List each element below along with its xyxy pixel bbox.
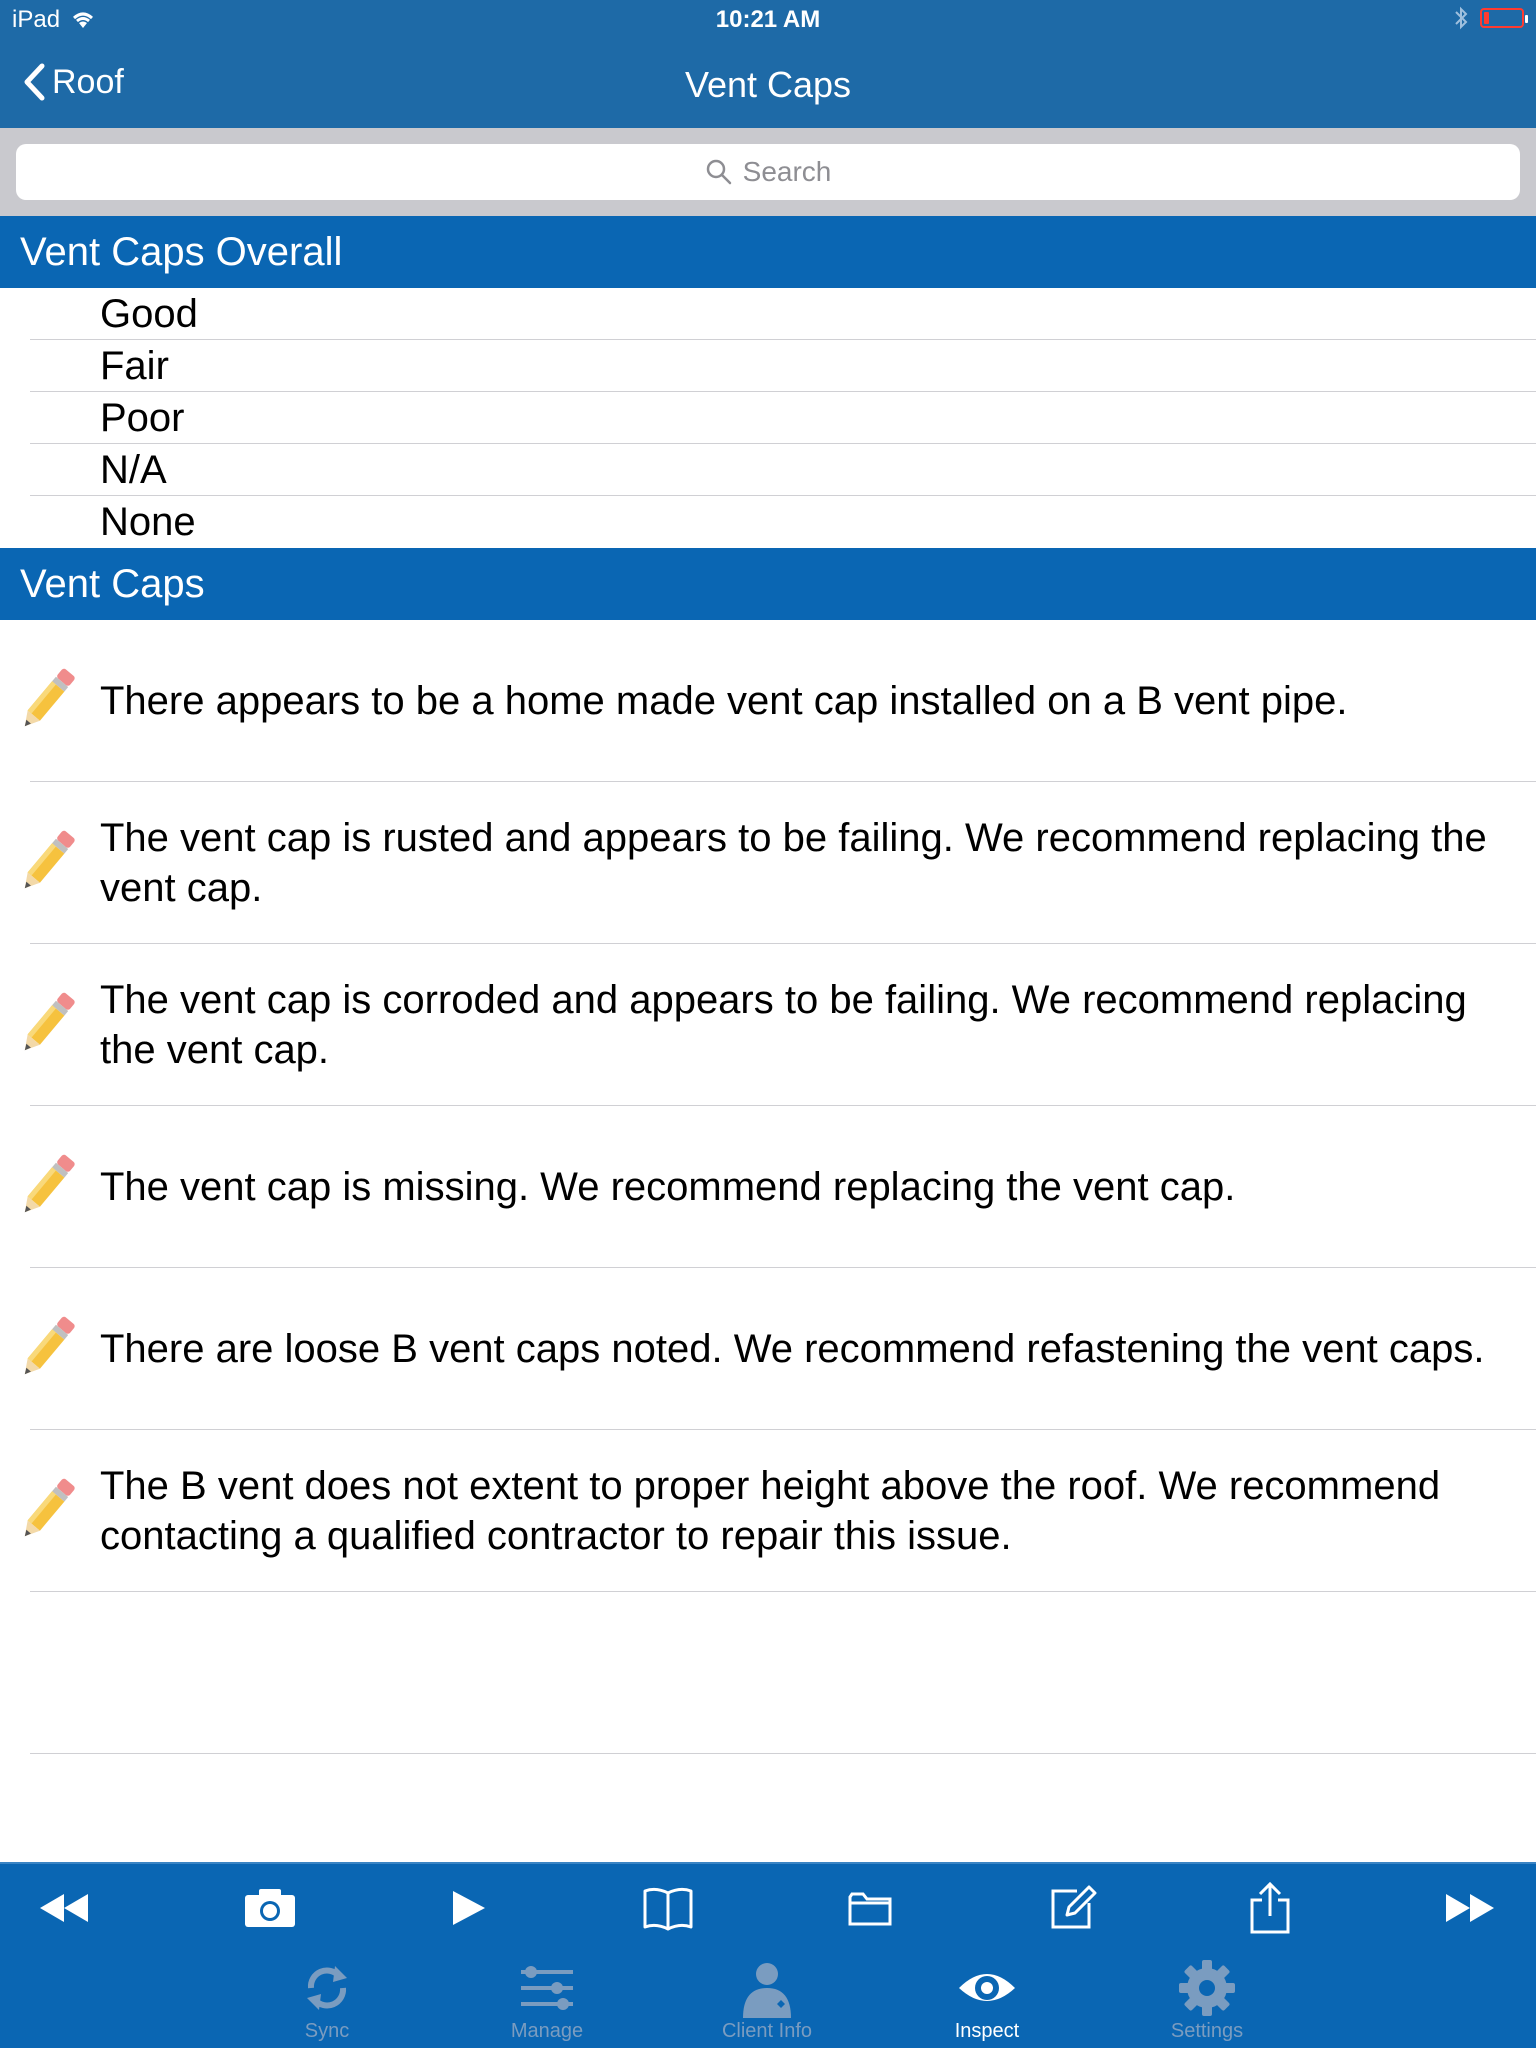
- comment-row[interactable]: [0, 620, 1536, 782]
- comment-row[interactable]: [0, 1268, 1536, 1430]
- fast-forward-button[interactable]: [1440, 1878, 1500, 1938]
- eye-icon: [957, 1958, 1017, 2018]
- status-right: [1454, 6, 1524, 30]
- tab-settings[interactable]: [1117, 1950, 1297, 2048]
- back-label: Roof: [52, 62, 124, 101]
- tab-client-info[interactable]: [677, 1950, 857, 2048]
- search-placeholder: Search: [742, 156, 832, 187]
- play-icon: [449, 1889, 487, 1927]
- sliders-icon: [517, 1958, 577, 2018]
- search-input[interactable]: [16, 144, 1520, 200]
- tab-inspect-label: Inspect: [954, 2020, 1020, 2042]
- sync-icon: [297, 1958, 357, 2018]
- pencil-icon: [10, 662, 82, 740]
- share-icon: [1248, 1880, 1292, 1936]
- play-button[interactable]: [438, 1878, 498, 1938]
- comment-row[interactable]: [0, 782, 1536, 944]
- pencil-icon: [10, 986, 82, 1064]
- camera-button[interactable]: [240, 1878, 300, 1938]
- option-good[interactable]: Good: [0, 288, 1536, 340]
- pencil-icon: [10, 1472, 82, 1550]
- nav-bar: [0, 40, 1536, 128]
- fast-forward-icon: [1444, 1892, 1496, 1924]
- section-header-overall: Vent Caps Overall: [0, 216, 1536, 288]
- option-na[interactable]: N/A: [0, 444, 1536, 496]
- book-button[interactable]: [638, 1878, 698, 1938]
- section-header-comments: Vent Caps: [0, 548, 1536, 620]
- search-icon: [705, 158, 733, 186]
- tab-client-info-label: Client Info: [721, 2020, 813, 2042]
- folder-button[interactable]: [840, 1878, 900, 1938]
- gear-icon: [1177, 1958, 1237, 2018]
- pencil-icon: [10, 1148, 82, 1226]
- comment-text: The B vent does not extent to proper height above the roof. We recommend contacting a qualified contractor to repair this issue.: [100, 1464, 1441, 1558]
- option-fair[interactable]: Fair: [0, 340, 1536, 392]
- empty-row: [0, 1592, 1536, 1754]
- tab-bar: [0, 1950, 1536, 2048]
- search-area: [0, 128, 1536, 216]
- tab-settings-label: Settings: [1170, 2020, 1244, 2042]
- status-bar: [0, 0, 1536, 40]
- camera-icon: [243, 1887, 297, 1929]
- person-icon: [737, 1958, 797, 2018]
- tab-sync-label: Sync: [304, 2020, 350, 2042]
- overall-options-list: [0, 288, 1536, 548]
- status-time: 10:21 AM: [715, 6, 821, 33]
- share-button[interactable]: [1240, 1878, 1300, 1938]
- folder-icon: [847, 1889, 893, 1927]
- comments-list: [0, 620, 1536, 1754]
- comment-row[interactable]: [0, 1430, 1536, 1592]
- book-icon: [642, 1885, 694, 1931]
- edit-button[interactable]: [1042, 1878, 1102, 1938]
- comment-text: There are loose B vent caps noted. We recommend refastening the vent caps.: [100, 1327, 1485, 1371]
- tab-inspect[interactable]: [897, 1950, 1077, 2048]
- tab-manage[interactable]: [457, 1950, 637, 2048]
- comment-text: There appears to be a home made vent cap installed on a B vent pipe.: [100, 679, 1348, 723]
- comment-row[interactable]: [0, 1106, 1536, 1268]
- tab-manage-label: Manage: [510, 2020, 584, 2042]
- option-none[interactable]: None: [100, 500, 196, 544]
- pencil-icon: [10, 1310, 82, 1388]
- rewind-button[interactable]: [34, 1878, 94, 1938]
- rewind-icon: [38, 1892, 90, 1924]
- bluetooth-icon: [1454, 6, 1468, 30]
- tab-sync[interactable]: [237, 1950, 417, 2048]
- carrier-label: iPad: [12, 6, 61, 33]
- comment-text: The vent cap is missing. We recommend replacing the vent cap.: [100, 1165, 1236, 1209]
- edit-icon: [1047, 1883, 1097, 1933]
- bottom-toolbar: [0, 1862, 1536, 1950]
- comment-text: The vent cap is corroded and appears to be failing. We recommend replacing the vent cap.: [100, 978, 1467, 1072]
- option-poor[interactable]: Poor: [0, 392, 1536, 444]
- page-title: Vent Caps: [684, 64, 852, 105]
- comment-text: The vent cap is rusted and appears to be failing. We recommend replacing the vent cap.: [100, 816, 1487, 910]
- battery-icon: [1480, 8, 1524, 28]
- comment-row[interactable]: [0, 944, 1536, 1106]
- pencil-icon: [10, 824, 82, 902]
